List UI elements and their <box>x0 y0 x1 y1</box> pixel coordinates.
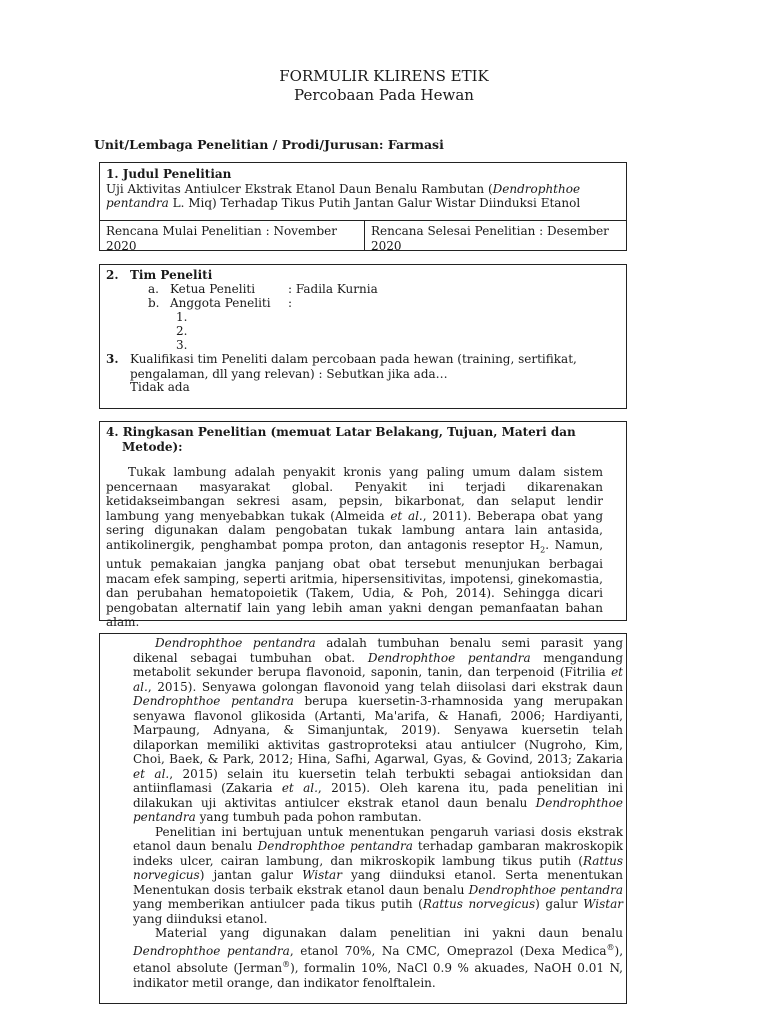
anggota-label: Anggota Peneliti <box>170 296 271 310</box>
section-3-answer: Tidak ada <box>130 380 190 394</box>
section-2-box <box>99 264 627 409</box>
unit-line: Unit/Lembaga Penelitian / Prodi/Jurusan: Farmasi <box>94 137 444 152</box>
member-3: 3. <box>176 338 188 352</box>
section-2-num: 2. <box>106 268 119 282</box>
anggota-colon: : <box>288 296 293 310</box>
divider-vertical <box>364 220 365 250</box>
divider <box>100 220 626 221</box>
section-1-box <box>99 162 627 251</box>
start-date: Rencana Mulai Penelitian : November 2020 <box>106 224 337 253</box>
ketua-label: Ketua Peneliti <box>170 282 256 296</box>
section-4-box <box>99 421 627 630</box>
section-1-content <box>106 167 620 211</box>
section-5-paragraph-2: Penelitian ini bertujuan untuk menentukan pengaruh variasi dosis ekstrak etanol daun benalu Dendrophthoe pentandra terhadap gambaran makroskopik indeks ulcer, cairan lambung, dan mikroskopik lambung tikus putih (Rattus norvegicus) jantan galur Wistar yang diinduksi etanol. Serta menentukan Menentukan dosis terbaik ekstrak etanol daun benalu Dendrophthoe pentandra yang memberikan antiulcer pada tikus putih (Rattus norvegicus) galur Wistar yang diinduksi etanol. <box>133 824 624 926</box>
item-a: a. <box>148 282 159 296</box>
section-4-heading: 4. Ringkasan Penelitian (memuat Latar Belakang, Tujuan, Materi dan Metode): <box>106 425 576 454</box>
research-title: Uji Aktivitas Antiulcer Ekstrak Etanol Daun Benalu Rambutan (Dendrophthoe pentandra L. Miq) Terhadap Tikus Putih Jantan Galur Wistar Diinduksi Etanol <box>106 181 581 210</box>
section-3-text: Kualifikasi tim Peneliti dalam percobaan pada hewan (training, sertifikat, pengalaman, dll yang relevan) : Sebutkan jika ada… <box>130 352 577 381</box>
section-4-paragraph: Tukak lambung adalah penyakit kronis yang paling umum dalam sistem pencernaan masyarakat global. Penyakit ini terjadi dikarenakan ketidakseimbangan sekresi asam, pepsin, bikarbonat, dan selaput lendir lambung yang menyebabkan tukak (Almeida et al., 2011). Beberapa obat yang sering digunakan dalam pengobatan tukak lambung antara lain antasida, antikolinergik, penghambat pompa proton, dan antagonis reseptor $H_2$. Namun, untuk pemakaian jangka panjang obat obat tersebut menunjukan berbagai macam efek samping, seperti aritmia, hipersensitivitas, impotensi, ginekomastia, dan perubahan hematopoietik (Takem, Udia, & Poh, 2014). Sehingga dicari pengobatan alternatif lain yang lebih aman yakni dengan pemanfaatan bahan alam. <box>106 465 604 630</box>
form-subtitle: Percobaan Pada Hewan <box>294 86 474 104</box>
member-2: 2. <box>176 324 188 338</box>
item-b: b. <box>148 296 160 310</box>
section-5-box <box>99 633 627 1004</box>
section-5-paragraph-3: Material yang digunakan dalam penelitian ini yakni daun benalu Dendrophthoe pentandra, etanol 70%, Na CMC, Omeprazol (Dexa Medica®), etanol absolute (Jerman®), formalin 10%, NaCl 0.9 % akuades, NaOH 0.01 N, indikator metil orange, dan indikator fenolftalein. <box>133 926 624 990</box>
section-3-num: 3. <box>106 352 119 366</box>
form-title: FORMULIR KLIRENS ETIK <box>279 67 489 85</box>
end-date: Rencana Selesai Penelitian : Desember 2020 <box>371 224 609 253</box>
section-5-content <box>133 636 623 990</box>
ketua-value: : Fadila Kurnia <box>288 282 378 296</box>
section-5-paragraph-1: Dendrophthoe pentandra adalah tumbuhan benalu semi parasit yang dikenal sebagai tumbuhan obat. Dendrophthoe pentandra mengandung metabolit sekunder berupa flavonoid, saponin, tanin, dan terpenoid (Fitrilia et al., 2015). Senyawa golongan flavonoid yang telah diisolasi dari ekstrak daun Dendrophthoe pentandra berupa kuersetin-3-rhamnosida yang merupakan senyawa flavonol glikosida (Artanti, Ma'arifa, & Hanafi, 2006; Hardiyanti, Marpaung, Adnyana, & Simanjuntak, 2019). Senyawa kuersetin telah dilaporkan memiliki aktivitas gastroproteksi atau antiulcer (Nugroho, Kim, Choi, Baek, & Park, 2012; Hina, Safhi, Agarwal, Gyas, & Govind, 2013; Zakaria et al., 2015) selain itu kuersetin telah terbukti sebagai antioksidan dan antiinflamasi (Zakaria et al., 2015). Oleh karena itu, pada penelitian ini dilakukan uji aktivitas antiulcer ekstrak etanol daun benalu Dendrophthoe pentandra yang tumbuh pada pohon rambutan. <box>133 636 624 824</box>
member-1: 1. <box>176 310 188 324</box>
section-2-heading: Tim Peneliti <box>130 268 213 282</box>
section-1-heading: 1. Judul Penelitian <box>106 167 232 181</box>
